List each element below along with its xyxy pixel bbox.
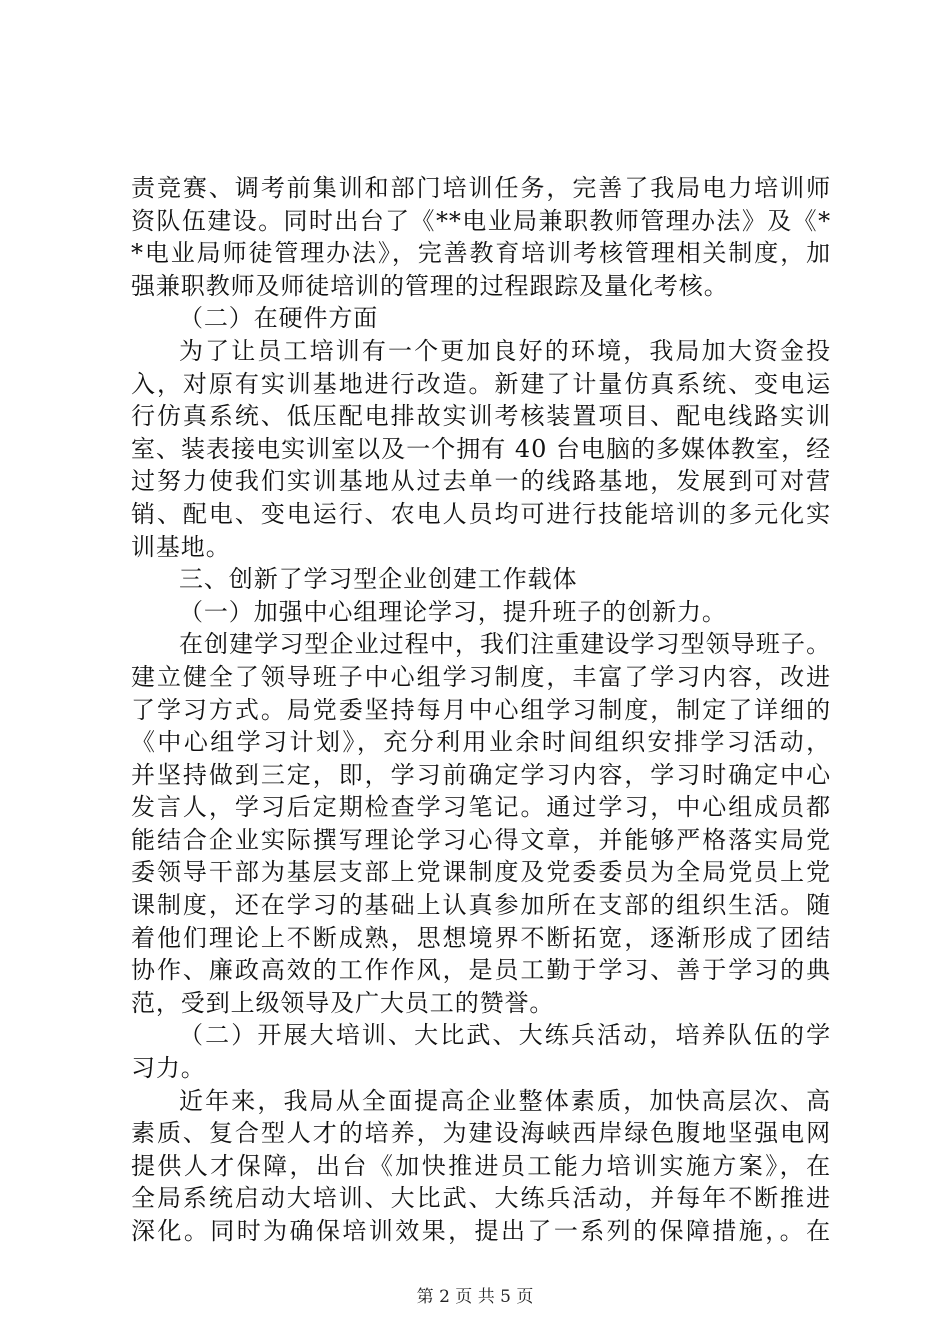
text-line: 强兼职教师及师徒培训的管理的过程跟踪及量化考核。 [131,271,729,300]
text-line: 室、装表接电实训室以及一个拥有 40 台电脑的多媒体教室，经 [131,434,831,463]
text-line: 销、配电、变电运行、农电人员均可进行技能培训的多元化实 [131,499,831,528]
text-line: 素质、复合型人才的培养，为建设海峡西岸绿色腹地坚强电网 [131,1119,831,1148]
text-line: 着他们理论上不断成熟，思想境界不断拓宽，逐渐形成了团结 [131,923,831,952]
text-line: 为了让员工培训有一个更加良好的环境，我局加大资金投 [179,336,831,365]
text-line: （二）开展大培训、大比武、大练兵活动，培养队伍的学 [179,1021,831,1050]
text-line: *电业局师徒管理办法》，完善教育培训考核管理相关制度，加 [131,239,831,268]
text-line: 了学习方式。局党委坚持每月中心组学习制度，制定了详细的 [131,695,831,724]
text-line: 范，受到上级领导及广大员工的赞誉。 [131,988,555,1017]
text-line: （二）在硬件方面 [179,304,379,333]
text-line: 入，对原有实训基地进行改造。新建了计量仿真系统、变电运 [131,369,831,398]
text-line: 提供人才保障，出台《加快推进员工能力培训实施方案》，在 [131,1151,831,1180]
page-footer: 第 2 页 共 5 页 [416,1287,534,1307]
text-line: （一）加强中心组理论学习，提升班子的创新力。 [179,597,727,626]
text-line: 习力。 [131,1054,206,1083]
text-line: 委领导干部为基层支部上党课制度及党委委员为全局党员上党 [131,858,831,887]
text-line: 行仿真系统、低压配电排故实训考核装置项目、配电线路实训 [131,402,831,431]
text-line: 三、创新了学习型企业创建工作载体 [179,565,578,594]
text-line: 在创建学习型企业过程中，我们注重建设学习型领导班子。 [179,630,831,659]
text-line: 协作、廉政高效的工作作风，是员工勤于学习、善于学习的典 [131,956,831,985]
text-line: 建立健全了领导班子中心组学习制度，丰富了学习内容，改进 [131,662,831,691]
text-line: 发言人，学习后定期检查学习笔记。通过学习，中心组成员都 [131,793,831,822]
text-line: 近年来，我局从全面提高企业整体素质，加快高层次、高 [179,1086,831,1115]
text-line: 训基地。 [131,532,231,561]
text-line: 深化。同时为确保培训效果，提出了一系列的保障措施，。在 [131,1217,831,1245]
text-line: 课制度，还在学习的基础上认真参加所在支部的组织生活。随 [131,891,831,920]
text-line: 能结合企业实际撰写理论学习心得文章，并能够严格落实局党 [131,825,831,854]
text-line: 《中心组学习计划》，充分利用业余时间组织安排学习活动， [131,728,831,757]
document-body [131,172,831,1248]
text-line: 责竞赛、调考前集训和部门培训任务，完善了我局电力培训师 [131,174,831,202]
text-line: 资队伍建设。同时出台了《**电业局兼职教师管理办法》及《* [131,206,831,235]
text-line: 过努力使我们实训基地从过去单一的线路基地，发展到可对营 [131,467,831,496]
text-line: 并坚持做到三定，即，学习前确定学习内容，学习时确定中心 [131,760,831,789]
text-line: 全局系统启动大培训、大比武、大练兵活动，并每年不断推进 [131,1184,831,1213]
